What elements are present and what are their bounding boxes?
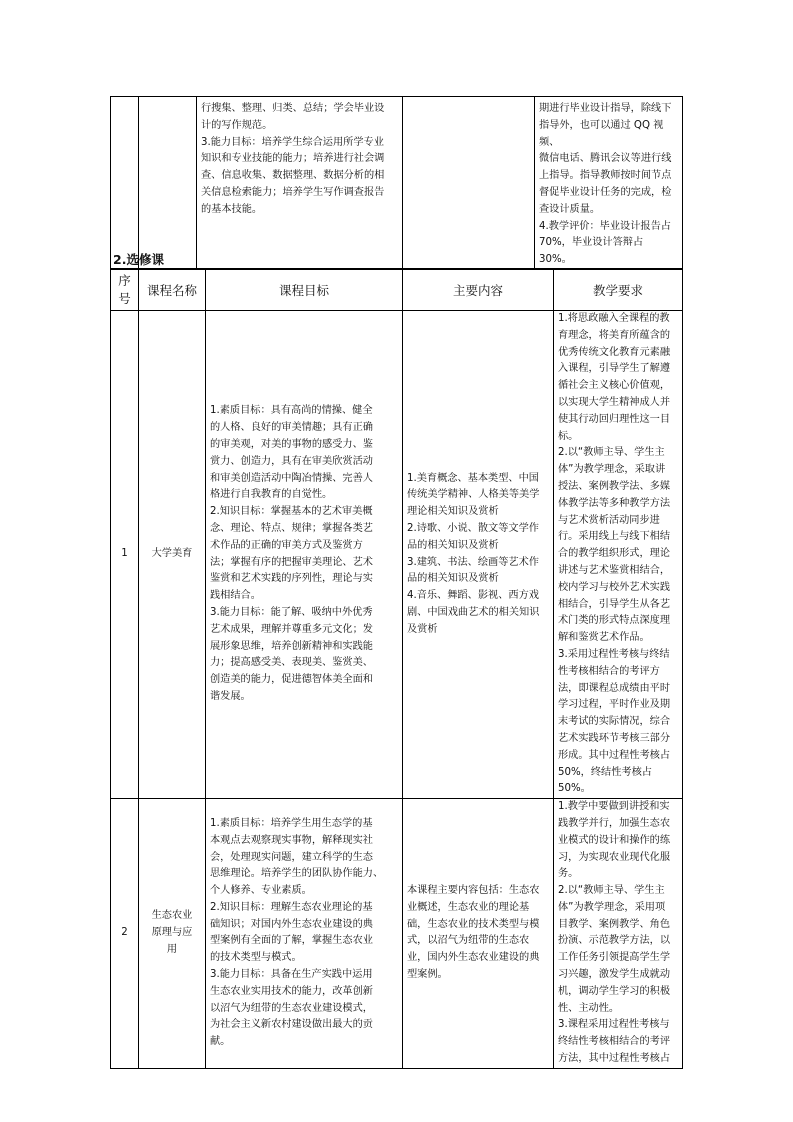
table-row (111, 97, 683, 270)
course-content-text: 1.美育概念、基本类型、中国 传统美学精神、人格美等美学 理论相关知识及赏析 2.诗歌、小说、散文等文学作 品的相关知识及赏析 3.建筑、书法、绘画等艺术作 品的相关知识及赏析 4.音乐、舞蹈、影视、西方戏 剧、中国戏曲艺术的相关知识 及赏析 (407, 472, 540, 635)
table-row (111, 311, 683, 799)
course-goals-text: 1.素质目标：培养学生用生态学的基 本观点去观察现实事物，解释现实社 会，处理现实问题，建立科学的生态 思维理论。培养学生的团队协作能力、 个人修养、专业素质。 2.知识目标：理解生态农业理论的基 础知识；对国内外生态农业建设的典 型案例有全面的了解，掌握生态农业 的技术类型与模式。 3.能力目标：具备在生产实践中运用 生态农业实用技术的能力，改革创新 以沼气为纽带的生态农业建设模式， 为社会主义新农村建设做出最大的贡 献。 (210, 817, 384, 1048)
row-requirements-cell (554, 799, 683, 1069)
teaching-requirements-text: 期进行毕业设计指导，除线下 指导外，也可以通过 QQ 视频、 微信电话、腾讯会议等进行线 上指导。指导教师按时间节点 督促毕业设计任务的完成，检 查设计质量。 4.教学评价：毕业设计报告占 70%，毕业设计答辩占 30%。 (539, 103, 672, 266)
table-header-row (111, 269, 683, 311)
row-no: 1 (121, 548, 128, 560)
row-name-cell (139, 311, 206, 799)
empty-cell (111, 97, 139, 270)
continuation-table (110, 96, 683, 270)
header-content: 主要内容 (403, 269, 554, 311)
row-requirements-cell (554, 311, 683, 799)
teaching-requirements-text: 1.教学中要做到讲授和实 践教学并行，加强生态农 业模式的设计和操作的练 习，为实现农业现代化服 务。 2.以“教师主导、学生主 体”为教学理念，采用项 目教学、案例教学、角色 扮演、示范教学方法，以 工作任务引领提高学生学 习兴趣，激发学生成就动 机，调动学生学习的积极 性、主动性。 3.课程采用过程性考核与 终结性考核相结合的考评 方法，其中过程性考核占 (558, 801, 671, 1065)
requirements-cell (535, 97, 683, 270)
section-title: 2.选修课 (113, 252, 164, 267)
elective-courses-table (110, 268, 683, 1069)
table-row (111, 799, 683, 1069)
row-goals-cell (206, 799, 403, 1069)
header-no: 序 号 (118, 272, 131, 306)
header-no-cell (111, 269, 139, 311)
header-requirements: 教学要求 (554, 269, 683, 311)
course-goals-text: 1.素质目标：具有高尚的情操、健全 的人格、良好的审美情趣；具有正确 的审美观，对美的事物的感受力、鉴 赏力、创造力，具有在审美欣赏活动 和审美创造活动中陶冶情操、完善人 格进行自我教育的自觉性。 2.知识目标：掌握基本的艺术审美概 念、理论、特点、规律；掌握各类艺 术作品的正确的审美方式及鉴赏方 法；掌握有序的把握审美理论、艺术 鉴赏和艺术实践的序列性，理论与实 践相结合。 3.能力目标：能了解、吸纳中外优秀 艺术成果，理解并尊重多元文化；发 展形象思维，培养创新精神和实践能 力；提高感受美、表现美、鉴赏美、 创造美的能力，促进德智体美全面和 谐发展。 (210, 405, 373, 702)
empty-cell (139, 97, 197, 270)
teaching-requirements-text: 1.将思政融入全课程的教 育理念，将美育所蕴含的 优秀传统文化教育元素融 入课程，引导学生了解遵 循社会主义核心价值观， 以实现大学生精神成人并 使其行动回归理性这一目 标。 2.以“教师主导、学生主 体”为教学理念，采取讲 授法、案例教学法、多媒 体教学法等多种教学方法 与艺术赏析活动同步进 行。采用线上与线下相结 合的教学组织形式，理论 讲述与艺术鉴赏相结合， 校内学习与校外艺术实践 相结合，引导学生从各艺 术门类的形式特点深度理 解和鉴赏艺术作品。 3.采用过程性考核与终结 性考核相结合的考评方 法，即课程总成绩由平时 学习过程，平时作业及期 末考试的实际情况，综合 艺术实践环节考核三部分 形成。其中过程性考核占 50%，终结性考核占 50%。 (558, 313, 671, 795)
goals-cell (197, 97, 403, 270)
row-content-cell (403, 799, 554, 1069)
row-no-cell (111, 799, 139, 1069)
course-name: 大学美育 (151, 548, 193, 560)
row-goals-cell (206, 311, 403, 799)
row-content-cell (403, 311, 554, 799)
row-name-cell (139, 799, 206, 1069)
header-name: 课程名称 (139, 269, 206, 311)
course-goals-text: 行搜集、整理、归类、总结；学会毕业设 计的写作规范。 3.能力目标：培养学生综合运用所学专业 知识和专业技能的能力；培养进行社会调 查、信息收集、数据整理、数据分析的相 关信息检索能力；培养学生写作调查报告 的基本技能。 (201, 103, 385, 215)
row-no-cell (111, 311, 139, 799)
course-content-text: 本课程主要内容包括：生态农 业概述，生态农业的理论基 础，生态农业的技术类型与模 式，以沼气为纽带的生态农 业，国内外生态农业建设的典 型案例。 (407, 885, 540, 981)
empty-cell (403, 97, 535, 270)
course-name: 生态农业 原理与应 用 (151, 910, 193, 955)
row-no: 2 (121, 927, 128, 939)
header-goals: 课程目标 (206, 269, 403, 311)
